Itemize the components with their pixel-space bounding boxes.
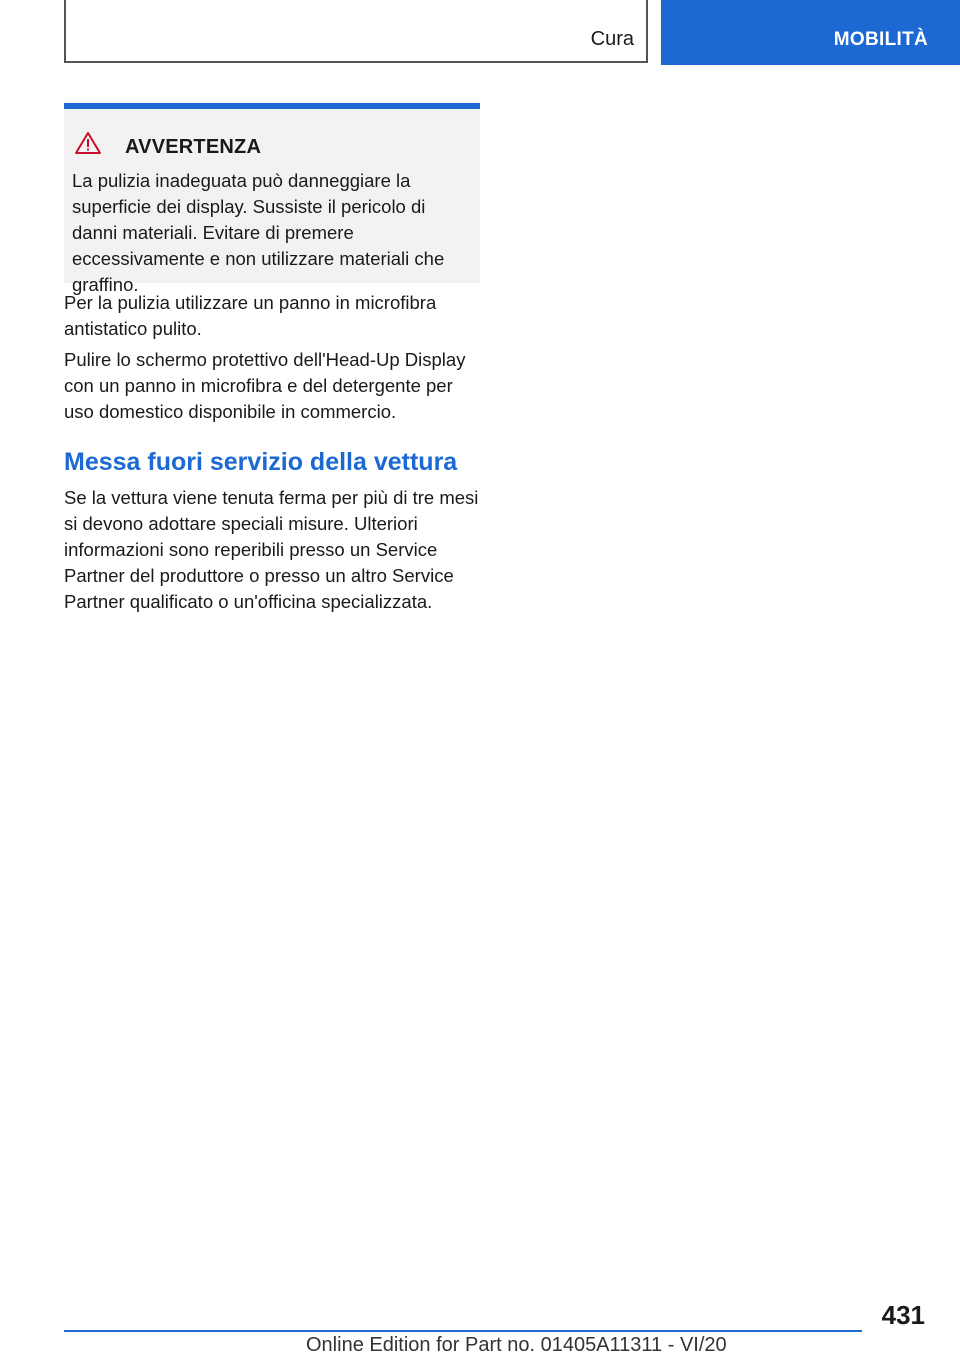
section-heading: Messa fuori servizio della vettura [64, 448, 458, 476]
page-number: 431 [881, 1300, 925, 1330]
header-chapter-title: MOBILITÀ [833, 29, 928, 50]
header-chapter-tab [661, 0, 960, 65]
body-paragraph-1: Per la pulizia utilizzare un panno in microfibra antistatico pulito. [64, 292, 437, 339]
footer-divider [64, 1330, 862, 1332]
footer-edition-text: Online Edition for Part no. 01405A11311 - VI/20 [306, 1334, 727, 1356]
warning-box [64, 103, 480, 295]
warning-text: La pulizia inadeguata può danneggiare la superficie dei display. Sussiste il pericolo di danni materiali. Evitare di premere eccessivamente e non utilizzare materiali che graffino. [72, 170, 445, 295]
warning-title: AVVERTENZA [125, 136, 262, 158]
header-section-box [64, 0, 648, 63]
header-section-title: Cura [590, 28, 634, 50]
body-paragraph-3: Se la vettura viene tenuta ferma per più di tre mesi si devono adottare speciali misure. Ulteriori informazioni sono reperibili presso un Service Partner del produttore o presso un altro Service Partner qualificato o un'officina specializzata. [64, 487, 479, 612]
warning-triangle-icon [74, 131, 102, 155]
body-paragraph-2: Pulire lo schermo protettivo dell'Head-Up Display con un panno in microfibra e del detergente per uso domestico disponibile in commercio. [64, 349, 466, 422]
